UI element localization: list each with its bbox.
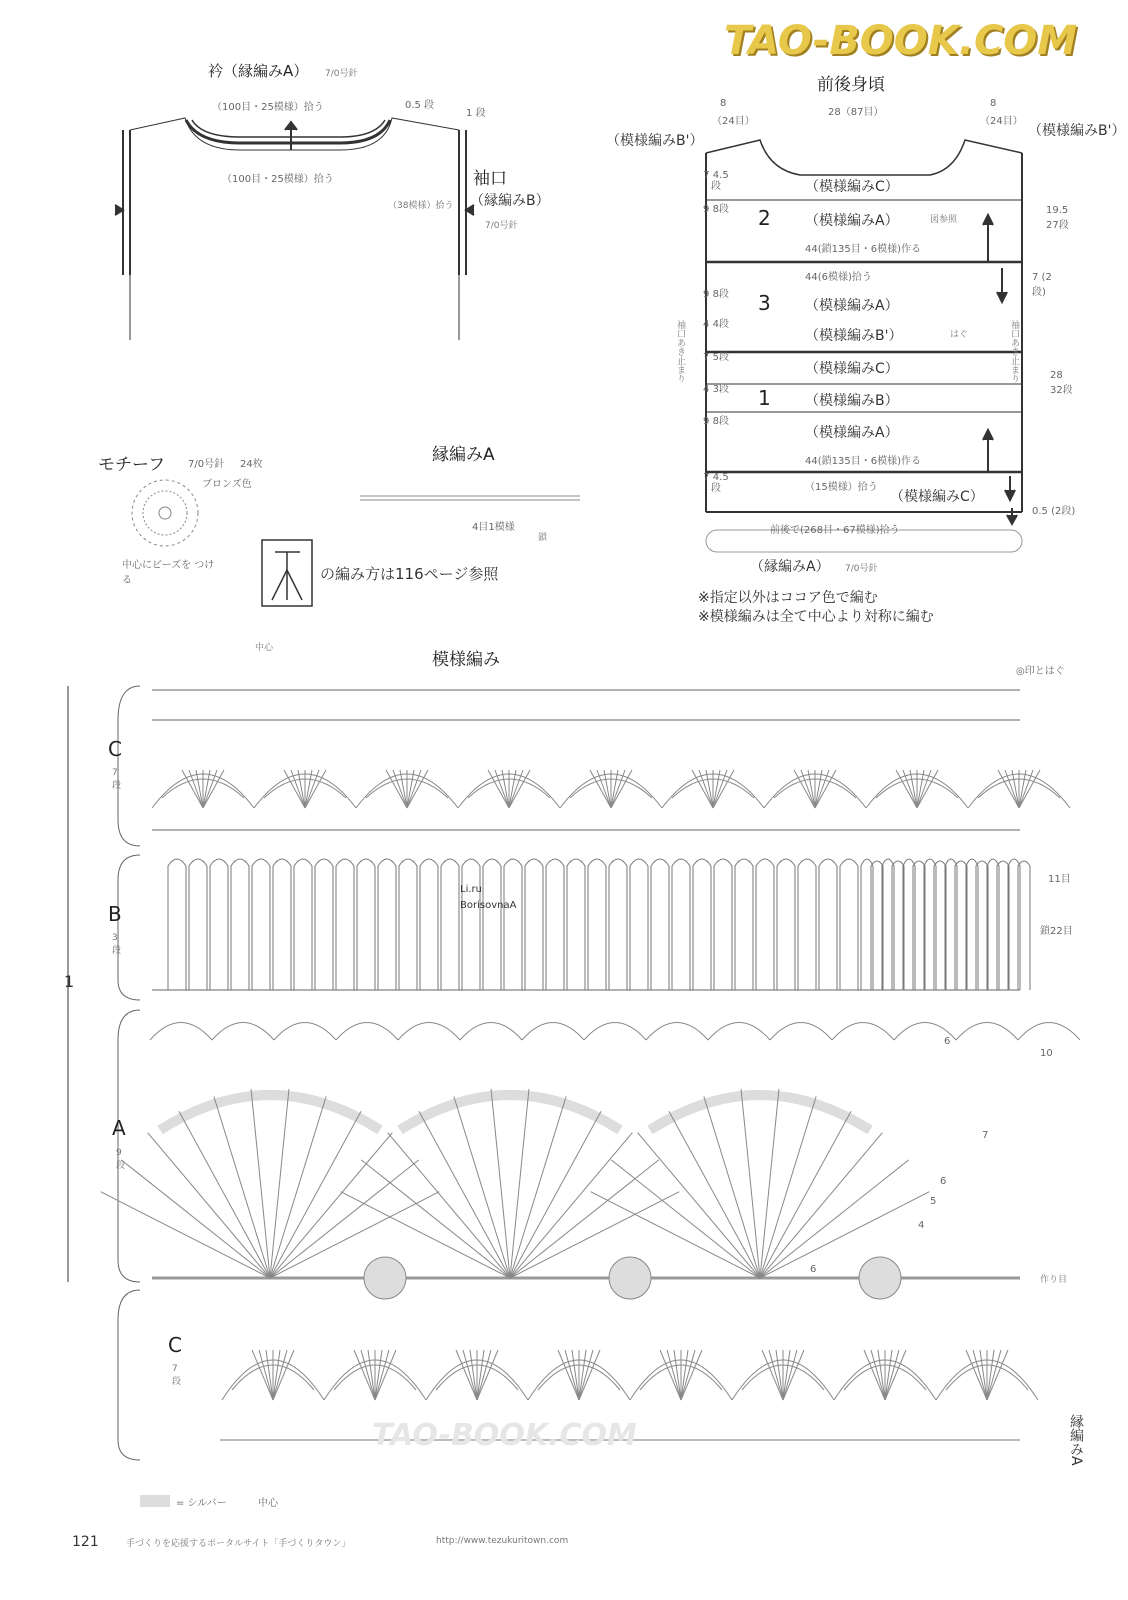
body-band-note: はぐ [950,330,969,340]
footer-url: http://www.tezukuritown.com [436,1536,569,1546]
b-loop [693,859,711,990]
body-band-label: 44(鎖135目・6模様)作る [805,456,921,467]
watermark-top: TAO-BOOK.COM [724,18,1078,64]
body-band-label: （模様編みA） [805,298,899,314]
a-top-arc [584,1023,646,1041]
b-loop [189,859,207,990]
c-fan-spoke [667,1350,681,1400]
c-fan-spoke [801,770,815,808]
body-band-rows: 7 4.5段 [703,472,729,494]
a-spoke [760,1192,929,1278]
a-spoke [510,1096,566,1278]
body-note-2: ※模様編みは全て中心より対称に編む [698,609,934,625]
b-loop [609,859,627,990]
b-loop [798,859,816,990]
body-title: 前後身頃 [817,75,885,95]
body-band-label: （模様編みB） [805,393,899,409]
b-loop [714,859,732,990]
c-fan-spoke [1019,770,1033,808]
edging-a-chain: 鎖 [538,533,548,543]
body-band-label: （模様編みA） [805,213,899,229]
b-loop [378,859,396,990]
section-a-row-number: 6 [944,1036,951,1047]
a-spoke [270,1096,326,1278]
b-loop [357,859,375,990]
body-band-label: （模様編みB'） [805,328,903,344]
body-note-1: ※指定以外はココア色で編む [698,590,878,606]
body-label-left: （模様編みB'） [606,133,704,149]
motif-diagram [132,480,198,546]
section-c-bottom-rows: 7 段 [172,1364,182,1387]
c-fan-spoke [259,1350,273,1400]
motif-title: モチーフ [98,455,166,475]
a-spoke [760,1133,882,1278]
a-top-arc [646,1023,708,1041]
c-fan-spoke [611,770,625,808]
footer-text: 手づくりを応援するポータルサイト「手づくりタウン」 [126,1539,351,1549]
b-loop [840,859,858,990]
b-loop [336,859,354,990]
a-top-arc [150,1023,212,1041]
a-spoke [148,1133,270,1278]
a-spoke [214,1096,270,1278]
a-spoke [760,1096,816,1278]
section-a-row-number: 7 [982,1130,989,1141]
b-loop [168,859,186,990]
body-label-right: （模様編みB'） [1028,123,1126,139]
c-fan-spoke [597,770,611,808]
body-band-rows: 7 4.5段 [703,170,729,192]
a-spoke [270,1133,392,1278]
a-spoke [179,1111,270,1278]
b-loop [567,859,585,990]
c-fan-spoke [375,1350,389,1400]
body-band-label: （模様編みA） [805,425,899,441]
body-top-left-sts: （24目） [712,116,755,127]
body-bottom-label: （縁編みA） [750,559,830,575]
a-top-arc [274,1023,336,1041]
body-band-number: 2 [758,206,771,230]
c-fan-spoke [769,1350,783,1400]
motif-color: ブロンズ色 [202,479,252,490]
a-spoke [341,1192,510,1278]
c-fan-spoke [393,770,407,808]
collar-schematic [115,118,474,340]
a-top-arc [398,1023,460,1041]
body-band-rows: 9 8段 [703,416,729,427]
b-loop [651,859,669,990]
a-top-arc [832,1023,894,1041]
section-b-rows: 3 段 [112,933,122,956]
c-fan-spoke [713,770,727,808]
body-band-rows: 7 5段 [703,352,729,363]
section-c-top-rows: 7 段 [112,768,122,791]
c-fan-spoke [361,1350,375,1400]
b-loop [231,859,249,990]
edging-a-repeat: 4目1模様 [472,522,515,533]
edging-a-title: 縁編みA [432,445,495,465]
section-c-top-letter: C [108,737,122,761]
a-top-arc [212,1023,274,1041]
body-top-right-width: 8 [990,98,997,109]
c-fan-spoke [1005,770,1019,808]
b-loop [525,859,543,990]
c-fan-spoke [273,1350,287,1400]
body-band-label: （模様編みC） [890,489,984,505]
b-loop [252,859,270,990]
a-shell-band [650,1095,870,1130]
b-loop [483,859,501,990]
section-a-rows: 9 段 [116,1148,126,1171]
c-fan-spoke [917,770,931,808]
b-loop [630,859,648,990]
a-spoke [388,1133,510,1278]
body-side-right: 袖口あき止まり [1009,320,1019,383]
legend-center: 中心 [258,1498,278,1509]
body-side-left: 袖口あき止まり [675,320,685,383]
b-loop [756,859,774,990]
section-a-row-number: 6 [940,1176,947,1187]
section-a-pineapples [101,1023,1080,1279]
a-spoke [741,1089,760,1278]
a-spoke [704,1096,760,1278]
c-fan-spoke [815,770,829,808]
c-fan-spoke [291,770,305,808]
watermark-bottom: TAO-BOOK.COM [372,1418,637,1453]
b-loop [588,859,606,990]
b-loop [672,859,690,990]
section-c-bottom-letter: C [168,1333,182,1357]
credit-1: Li.ru [460,884,482,895]
c-fan-spoke [189,770,203,808]
body-band-label: 44(鎖135目・6模様)作る [805,244,921,255]
a-spoke [510,1111,601,1278]
c-fan-spoke [871,1350,885,1400]
a-shell-band [160,1095,380,1130]
a-spoke [251,1089,270,1278]
body-dim-right-2: 7 (2段) [1032,272,1052,298]
b-loop [294,859,312,990]
c-fan-spoke [903,770,917,808]
b-loop [441,859,459,990]
a-spoke [510,1192,679,1278]
motif-note: 中心にビーズを つける [122,560,215,586]
a-spoke [760,1089,779,1278]
a-shell-band [400,1095,620,1130]
a-spoke [270,1192,439,1278]
b-loop [462,859,480,990]
c-fan-spoke [305,770,319,808]
pattern-right-edge: 縁編みA [1068,1414,1084,1466]
pattern-right-10: 10 [1040,1048,1053,1059]
a-top-arc [1018,1023,1080,1041]
b-loop [210,859,228,990]
body-band-label: （模様編みC） [805,361,899,377]
a-spoke [638,1133,760,1278]
section-c-bottom-fans [222,1350,1038,1400]
c-fan-spoke [203,770,217,808]
a-spoke [669,1111,760,1278]
a-top-arc [708,1023,770,1041]
c-fan-spoke [463,1350,477,1400]
a-spoke [510,1133,632,1278]
section-c-top-fans [152,770,1070,808]
c-fan-spoke [495,770,509,808]
reference-text: の編み方は116ページ参照 [320,565,499,583]
pattern-join-note: ◎印とはぐ [1016,666,1065,677]
cuff-pickup: （38模様）拾う [388,201,454,211]
pattern-right-11: 11目 [1048,874,1071,885]
body-bottom-pickup: 前後で(268目・67模様)拾う [770,525,900,536]
section-a-letter: A [112,1116,126,1140]
body-band-number: 1 [758,386,771,410]
collar-rows-a: 0.5 段 [405,100,435,111]
c-fan-spoke [477,1350,491,1400]
cuff-title: 袖口 [473,169,507,189]
credit-2: BorisovnaA [460,900,517,911]
a-top-arc [522,1023,584,1041]
collar-title: 衿（縁編みA） [208,62,309,80]
a-top-arc [956,1023,1018,1041]
body-band-note: 図参照 [930,215,958,225]
body-dim-right-1: 19.5 27段 [1046,205,1069,231]
pattern-title: 模様編み [432,650,500,670]
a-top-arc [460,1023,522,1041]
motif-count: 24枚 [240,459,263,470]
pattern-right-frame: 作り目 [1040,1275,1068,1285]
body-dim-right-3: 28 32段 [1050,370,1073,396]
body-band-rows: 4 3段 [703,384,729,395]
legend-swatch-label: = シルバー [176,1498,227,1509]
section-a-row-number: 5 [930,1196,937,1207]
body-band-rows: 9 8段 [703,289,729,300]
c-fan-spoke [579,1350,593,1400]
body-band-rows: 4 4段 [703,319,729,330]
b-loop [735,859,753,990]
body-top-center: 28（87目） [828,107,884,118]
pattern-left-marker: 1 [64,972,75,991]
c-fan-spoke [885,1350,899,1400]
pattern-center: 中心 [255,643,274,653]
c-fan-spoke [407,770,421,808]
a-spoke [491,1089,510,1278]
b-loop [546,859,564,990]
b-loop [273,859,291,990]
body-bottom-hook: 7/0号針 [845,564,878,574]
b-loop [420,859,438,990]
collar-rows-b: 1 段 [466,108,486,119]
silver-swatch [140,1495,170,1507]
reference-symbol-box [262,540,312,606]
body-band-label: （模様編みC） [805,179,899,195]
a-spoke [121,1160,270,1278]
body-band-number: 3 [758,291,771,315]
body-top-left-width: 8 [720,98,727,109]
edging-a-mini [360,496,580,500]
c-fan-spoke [699,770,713,808]
c-fan-spoke [783,1350,797,1400]
section-b-loops [168,859,1030,990]
body-band-rows: 9 8段 [703,204,729,215]
footer-page-number: 121 [72,1534,99,1550]
c-fan-spoke [565,1350,579,1400]
motif-hook: 7/0号針 [188,459,225,470]
c-fan-spoke [509,770,523,808]
pattern-chart [68,686,1020,1460]
collar-hook: 7/0号針 [325,69,358,79]
section-a-row-number: 4 [918,1220,925,1231]
body-band-label: 44(6模様)拾う [805,272,872,283]
a-top-arc [336,1023,398,1041]
a-spoke [270,1089,289,1278]
body-top-right-sts: （24目） [980,116,1023,127]
a-spoke [760,1111,851,1278]
b-loop [819,859,837,990]
collar-pickup-top: （100目・25模様）拾う [212,102,324,113]
a-top-arc [770,1023,832,1041]
b-loop [315,859,333,990]
b-loop [504,859,522,990]
pattern-right-22: 鎖22目 [1040,926,1073,937]
section-b-letter: B [108,902,122,926]
b-loop [777,859,795,990]
a-spoke [101,1192,270,1278]
a-spoke [454,1096,510,1278]
body-dim-right-4: 0.5 (2段) [1032,506,1076,517]
cuff-hook: 7/0号針 [485,221,518,231]
body-band-label: （15模様）拾う [805,482,878,493]
c-fan-spoke [681,1350,695,1400]
a-spoke [510,1089,529,1278]
c-fan-spoke [973,1350,987,1400]
section-a-row-number: 6 [810,1264,817,1275]
collar-pickup-bottom: （100目・25模様）拾う [222,174,334,185]
cuff-subtitle: （縁編みB） [470,193,550,209]
b-loop [399,859,417,990]
c-fan-spoke [987,1350,1001,1400]
